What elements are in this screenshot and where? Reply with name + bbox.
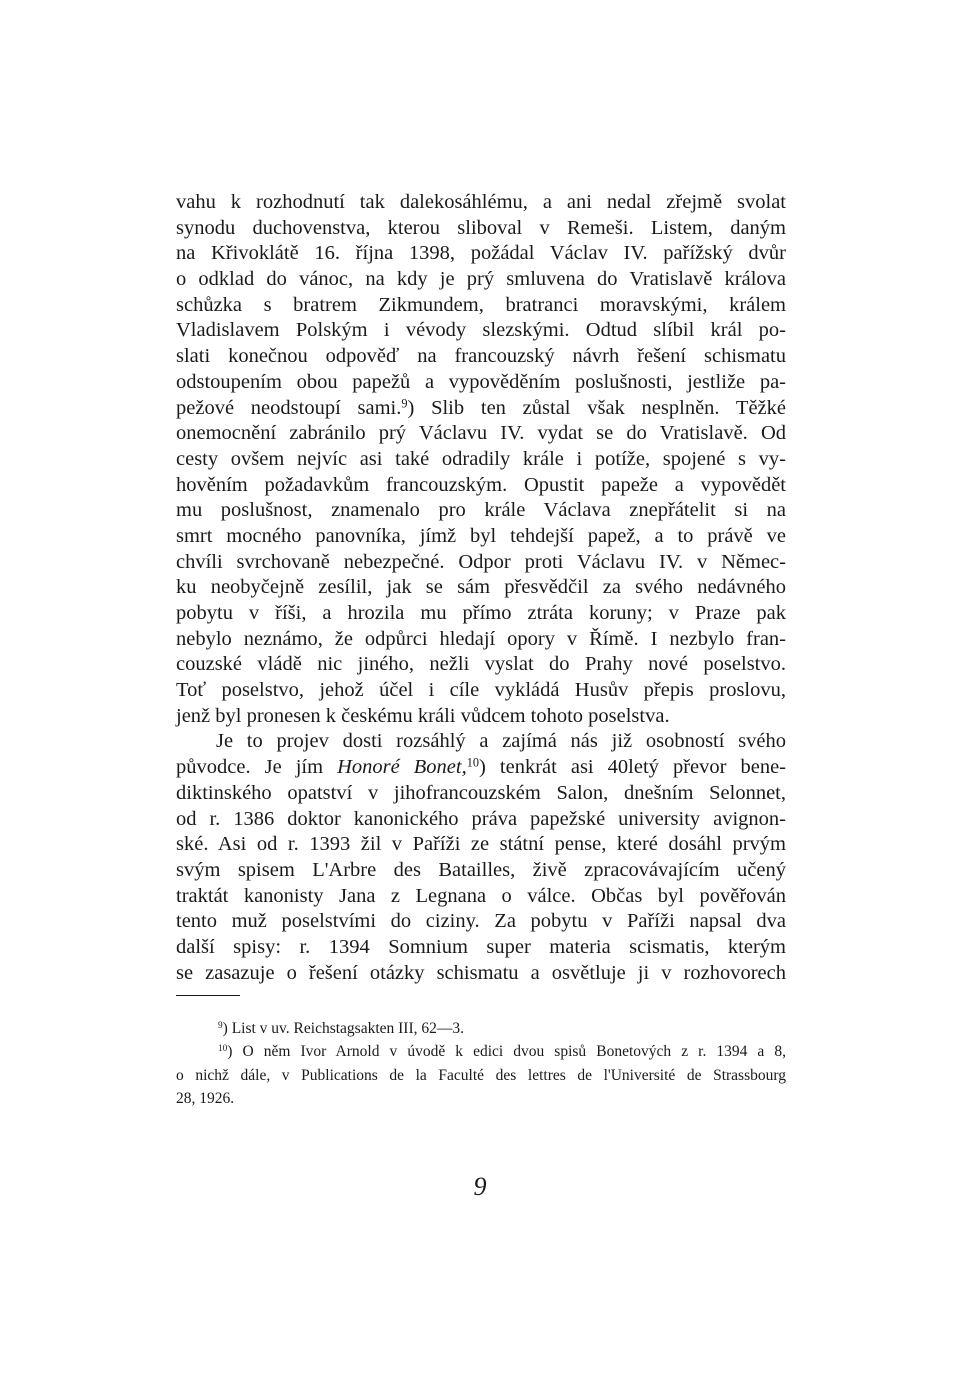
text-line: mu poslušnost, znamenalo pro krále Václava znepřátelit si na bbox=[176, 499, 786, 522]
text-line: ské. Asi od r. 1393 žil v Paříži ze státní pense, které dosáhl prvým bbox=[176, 833, 786, 856]
text-line: Toť poselstvo, jehož účel i cíle vykládá Husův přepis proslovu, bbox=[176, 679, 786, 702]
text-line: o odklad do vánoc, na kdy je prý smluvena do Vratislavě králova bbox=[176, 268, 786, 291]
footnote-reference: 9 bbox=[401, 395, 408, 410]
text-run: ) tenkrát asi 40letý převor bene- bbox=[479, 756, 787, 779]
text-line: se zasazuje o řešení otázky schismatu a osvětluje ji v rozhovorech bbox=[176, 961, 786, 984]
text-line bbox=[176, 755, 786, 781]
footnote-line: 28, 1926. bbox=[176, 1089, 235, 1107]
footnote-separator bbox=[176, 995, 240, 996]
footnotes bbox=[176, 1017, 786, 1110]
body-text bbox=[176, 190, 786, 986]
text-line: na Křivoklátě 16. října 1398, požádal Václav IV. pařížský dvůr bbox=[176, 242, 786, 265]
text-line: cesty ovšem nejvíc asi také odradily krále i potíže, spojené s vy- bbox=[176, 447, 786, 470]
text-line: ku neobyčejně zesílil, jak se sám přesvědčil za svého nedávného bbox=[176, 576, 786, 599]
text-line: diktinského opatství v jihofrancouzském Salon, dnešním Selonnet, bbox=[176, 781, 786, 804]
text-line: další spisy: r. 1394 Somnium super materia scismatis, kterým bbox=[176, 935, 786, 958]
text-line: slati konečnou odpověď na francouzský návrh řešení schismatu bbox=[176, 345, 786, 368]
text-line: synodu duchovenstva, kterou sliboval v Remeši. Listem, daným bbox=[176, 216, 786, 239]
text-line: schůzka s bratrem Zikmundem, bratranci moravskými, králem bbox=[176, 293, 786, 316]
text-line: traktát kanonisty Jana z Legnana o válce. Občas byl pověřován bbox=[176, 884, 786, 907]
text-run: původce. Je jím bbox=[176, 756, 338, 779]
footnote-line bbox=[176, 1017, 786, 1040]
footnote-number: 10 bbox=[218, 1044, 228, 1055]
footnote-reference: 10 bbox=[466, 755, 480, 770]
footnote-line bbox=[176, 1040, 786, 1063]
text-line: vahu k rozhodnutí tak dalekosáhlému, a ani nedal zřejmě svolat bbox=[176, 191, 786, 213]
text-line: nebylo neznámo, že odpůrci hledají opory v Římě. I nezbylo fran- bbox=[176, 627, 786, 650]
author-name: Honoré Bonet, bbox=[337, 756, 467, 779]
text-line: couzské vládě nic jiného, nežli vyslat do Prahy nové poselstvo. bbox=[176, 653, 786, 676]
footnote-text: ) O něm Ivor Arnold v úvodě k edici dvou spisů Bonetových z r. 1394 a 8, bbox=[227, 1043, 786, 1061]
footnote-text: ) List v uv. Reichstagsakten III, 62—3. bbox=[222, 1020, 465, 1037]
text-line: smrt mocného panovníka, jímž byl tehdejší papež, a to právě ve bbox=[176, 524, 786, 547]
text-line: pobytu v říši, a hrozila mu přímo ztráta koruny; v Praze pak bbox=[176, 602, 786, 624]
text-line: svým spisem L'Arbre des Batailles, živě zpracovávajícím učený bbox=[176, 858, 786, 881]
text-line: Vladislavem Polským i vévody slezskými. Odtud slíbil král po- bbox=[176, 319, 786, 342]
text-line: od r. 1386 doktor kanonického práva papežské university avignon- bbox=[176, 807, 786, 830]
text-line bbox=[176, 396, 786, 422]
text-run: ) Slib ten zůstal však nesplněn. Těžké bbox=[407, 396, 786, 419]
text-line: Je to projev dosti rozsáhlý a zajímá nás již osobností svého bbox=[216, 730, 786, 753]
footnote-line: o nichž dále, v Publications de la Faculté des lettres de l'Université de Strassbourg bbox=[176, 1066, 786, 1084]
text-line: onemocnění zabránilo prý Václavu IV. vydat se do Vratislavě. Od bbox=[176, 422, 786, 445]
text-line: odstoupením obou papežů a vypověděním poslušnosti, jestliže pa- bbox=[176, 370, 786, 393]
text-line: chvíli svrchovaně nebezpečné. Odpor proti Václavu IV. v Němec- bbox=[176, 550, 786, 573]
page-number: 9 bbox=[473, 1172, 487, 1201]
text-run: pežové neodstoupí sami. bbox=[176, 396, 402, 419]
footnote-number: 9 bbox=[218, 1020, 223, 1031]
text-line: hověním požadavkům francouzským. Opustit papeže a vypovědět bbox=[176, 473, 786, 496]
text-line: tento muž poselstvími do ciziny. Za pobytu v Paříži napsal dva bbox=[176, 910, 786, 933]
text-line: jenž byl pronesen k českému králi vůdcem tohoto poselstva. bbox=[176, 704, 670, 727]
